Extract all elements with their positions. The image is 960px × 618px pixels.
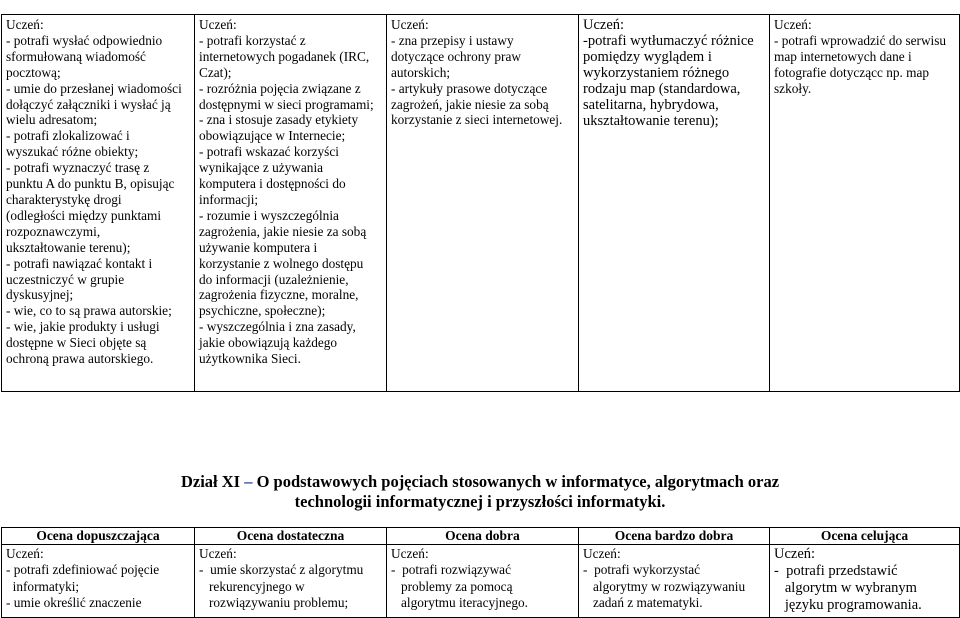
requirement-line: użytkownika Sieci.	[199, 351, 301, 367]
requirement-line: dołączyć załączniki i wysłać ją	[6, 96, 171, 112]
requirement-line: rekurencyjnego w	[199, 578, 305, 594]
requirement-line: sformułowaną wiadomość	[6, 48, 146, 64]
requirement-line: internetowych pogadanek (IRC,	[199, 48, 370, 64]
requirement-line: Uczeń:	[583, 17, 625, 33]
requirement-line: punktu A do punktu B, opisując	[6, 176, 175, 192]
requirement-line: wykorzystaniem różnego	[583, 65, 730, 81]
requirement-line: - potrafi wysłać odpowiednio	[6, 32, 163, 48]
table-row	[2, 545, 960, 618]
header-grade-sufficient: Ocena dopuszczająca	[2, 528, 195, 545]
requirement-line: jakie obowiązują każdego	[199, 335, 338, 351]
requirement-line: zagrożenia fizyczne, moralne,	[199, 287, 359, 303]
requirement-line: map internetowych dane i	[774, 48, 912, 64]
grade-table	[1, 527, 960, 618]
requirement-line: wyszukać różne obiekty;	[6, 144, 139, 160]
requirement-line: pomiędzy wyglądem i	[583, 49, 712, 65]
bottom-column-4	[579, 545, 770, 618]
requirement-line: - potrafi przedstawić	[774, 563, 898, 579]
requirement-line: - rozróżnia pojęcia związane z	[199, 80, 361, 96]
requirement-line: problemy za pomocą	[391, 578, 513, 594]
requirement-line: zadań z matematyki.	[583, 594, 703, 610]
requirement-line: - wie, jakie produkty i usługi	[6, 319, 160, 335]
section-heading	[0, 472, 960, 512]
requirement-line: - potrafi zdefiniować pojęcie	[6, 562, 160, 578]
requirement-line: - potrafi zlokalizować i	[6, 128, 130, 144]
grade-column-2	[195, 15, 387, 392]
requirement-line: dyskusyjnej;	[6, 287, 74, 303]
section-heading-line-1: Dział XI – O podstawowych pojęciach stosowanych w informatyce, algorytmach oraz	[180, 472, 780, 491]
top-requirements-table	[1, 14, 960, 392]
requirement-line: fotografie dotyczącc np. map	[774, 64, 930, 80]
header-grade-excellent: Ocena celująca	[770, 528, 960, 545]
requirement-line: Uczeń:	[774, 17, 812, 32]
requirement-line: zagrożeń, jakie niesie za sobą	[391, 96, 549, 112]
requirement-line: - zna przepisy i ustawy	[391, 32, 514, 48]
requirement-line: uczestniczyć w grupie	[6, 271, 125, 287]
table-row	[2, 15, 960, 392]
requirement-line: wynikające z używania	[199, 160, 324, 176]
requirement-line: Uczeń:	[199, 546, 237, 561]
requirement-line: psychiczne, społeczne);	[199, 303, 326, 319]
requirement-line: Uczeń:	[6, 17, 44, 32]
requirement-line: Uczeń:	[774, 546, 816, 562]
requirement-line: ukształtowanie terenu);	[583, 113, 719, 129]
requirement-line: - rozumie i wyszczególnia	[199, 207, 339, 223]
requirement-line: pocztową;	[6, 64, 61, 80]
requirement-line: Uczeń:	[6, 546, 44, 561]
requirement-line: - wie, co to są prawa autorskie;	[6, 303, 172, 319]
grade-column-1	[2, 15, 195, 392]
bottom-column-3	[387, 545, 579, 618]
heading-dash: –	[244, 472, 253, 491]
requirement-line: Uczeń:	[583, 546, 621, 561]
requirement-line: rodzaju map (standardowa,	[583, 81, 741, 97]
requirement-line: - potrafi wprowadzić do serwisu	[774, 32, 947, 48]
requirement-line: (odległości między punktami	[6, 207, 162, 223]
requirement-line: Czat);	[199, 64, 232, 80]
requirement-line: Uczeń:	[199, 17, 237, 32]
requirement-line: dostępnymi w sieci programami;	[199, 96, 374, 112]
requirement-line: Uczeń:	[391, 546, 429, 561]
requirement-line: autorskich;	[391, 64, 451, 80]
requirement-line: informacji;	[199, 191, 259, 207]
requirement-line: - potrafi nawiązać kontakt i	[6, 255, 153, 271]
bottom-column-5	[770, 545, 960, 618]
bottom-column-2	[195, 545, 387, 618]
requirement-line: ukształtowanie terenu);	[6, 239, 131, 255]
requirement-line: - umie do przesłanej wiadomości	[6, 80, 182, 96]
requirement-line: - artykuły prasowe dotyczące	[391, 80, 548, 96]
bottom-column-1	[2, 545, 195, 618]
requirement-line: - wyszczególnia i zna zasady,	[199, 319, 356, 335]
requirement-line: obowiązujące w Internecie;	[199, 128, 346, 144]
requirement-line: - umie określić znaczenie	[6, 594, 142, 610]
requirement-line: rozpoznawczymi,	[6, 223, 101, 239]
grade-column-3	[387, 15, 579, 392]
requirement-line: algorytmy w rozwiązywaniu	[583, 578, 746, 594]
table-header-row	[2, 528, 960, 545]
requirement-line: -potrafi wytłumaczyć różnice	[583, 33, 754, 49]
requirement-line: charakterystykę drogi	[6, 191, 122, 207]
requirement-line: - umie skorzystać z algorytmu	[199, 562, 364, 578]
requirement-line: wielu adresatom;	[6, 112, 98, 128]
requirement-line: algorytm w wybranym	[774, 580, 917, 596]
requirement-line: - potrafi wskazać korzyści	[199, 144, 339, 160]
requirement-line: ochroną prawa autorskiego.	[6, 351, 154, 367]
header-grade-very-good: Ocena bardzo dobra	[579, 528, 770, 545]
requirement-line: Uczeń:	[391, 17, 429, 32]
requirement-line: - zna i stosuje zasady etykiety	[199, 112, 359, 128]
requirement-line: korzystanie z wolnego dostępu	[199, 255, 364, 271]
requirement-line: - potrafi korzystać z	[199, 32, 306, 48]
grade-column-4	[579, 15, 770, 392]
requirement-line: korzystanie z sieci internetowej.	[391, 112, 563, 128]
header-grade-good: Ocena dobra	[387, 528, 579, 545]
requirement-line: komputera i dostępności do	[199, 176, 346, 192]
requirement-line: używanie komputera i	[199, 239, 318, 255]
requirement-line: do informacji (uzależnienie,	[199, 271, 349, 287]
requirement-line: - potrafi wykorzystać	[583, 562, 701, 578]
requirement-line: dotyczące ochrony praw	[391, 48, 521, 64]
requirement-line: - potrafi rozwiązywać	[391, 562, 511, 578]
requirement-line: algorytmu iteracyjnego.	[391, 594, 528, 610]
requirement-line: rozwiązywaniu problemu;	[199, 594, 349, 610]
requirement-line: satelitarna, hybrydowa,	[583, 97, 719, 113]
requirement-line: języku programowania.	[774, 597, 922, 613]
grade-column-5	[770, 15, 960, 392]
header-grade-satisfactory: Ocena dostateczna	[195, 528, 387, 545]
requirement-line: informatyki;	[6, 578, 80, 594]
section-heading-line-2: technologii informatycznej i przyszłości informatyki.	[294, 492, 666, 511]
requirement-line: dostępne w Sieci objęte są	[6, 335, 147, 351]
requirement-line: szkoły.	[774, 80, 812, 96]
requirement-line: - potrafi wyznaczyć trasę z	[6, 160, 150, 176]
requirement-line: zagrożenia, jakie niesie za sobą	[199, 223, 367, 239]
